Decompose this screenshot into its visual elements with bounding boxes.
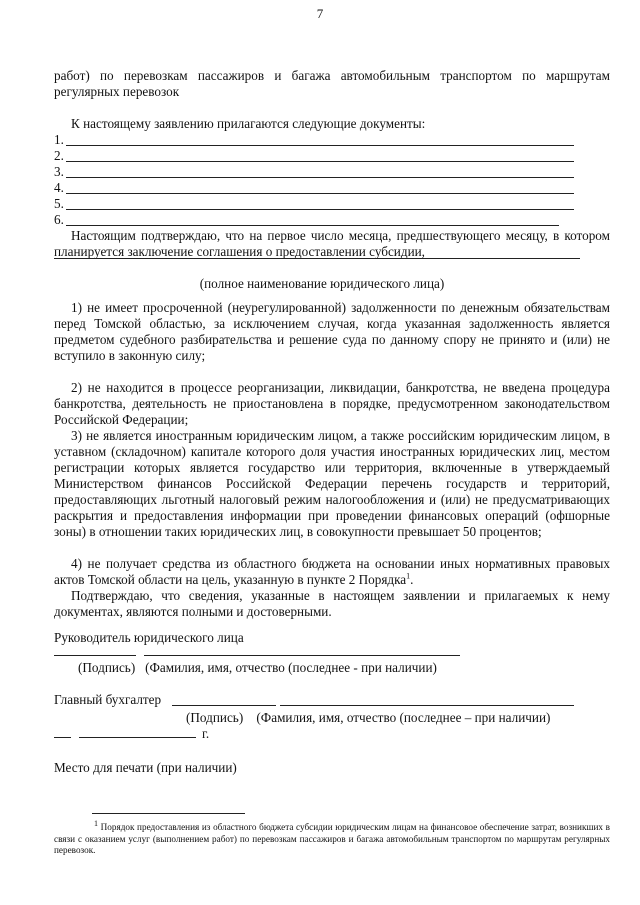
year-suffix: г. — [202, 726, 210, 741]
accountant-label: Главный бухгалтер — [54, 692, 162, 707]
attachment-line-1[interactable] — [54, 132, 574, 148]
head-label: Руководитель юридического лица — [54, 630, 244, 645]
date-day-line[interactable] — [54, 737, 71, 738]
attachments-heading: К настоящему заявлению прилагаются следующие документы: — [71, 116, 426, 131]
final-confirmation: Подтверждаю, что сведения, указанные в настоящем заявлении и прилагаемых к нему документах, являются полными и достоверными. — [54, 588, 610, 619]
date-month-line[interactable] — [79, 737, 196, 738]
footnote-ref[interactable]: 1 — [406, 571, 411, 581]
footnote-text: Порядок предоставления из областного бюджета субсидии юридическим лицам на финансовое обеспечение затрат, возникших в связи с оказанием услуг (выполнением работ) по перевозкам пассажиров и багажа автомобильным транспортом по маршрутам регулярных перевозок. — [54, 822, 610, 855]
confirm-intro: Настоящим подтверждаю, что на первое число месяца, предшествующего месяцу, в котором планируется заключение соглашения о предоставлении субсидии, — [54, 228, 610, 259]
head-fullname-line[interactable] — [144, 655, 460, 656]
attachment-number: 2. — [54, 148, 64, 163]
accountant-signature-line[interactable] — [172, 705, 276, 706]
attachment-line-5[interactable] — [54, 196, 574, 212]
head-caption: (Подпись) (Фамилия, имя, отчество (последнее - при наличии) — [78, 660, 437, 675]
attachment-number: 6. — [54, 212, 64, 227]
entity-name-line[interactable] — [54, 258, 580, 259]
entity-caption-text: (полное наименование юридического лица) — [199, 276, 445, 291]
condition-item-3: 3) не является иностранным юридическим лицом, а также российским юридическим лицом, в уставном (складочном) капитале которого доля участия иностранных юридических лиц, местом регистрации которых является государство или территория, включенные в утверждаемый Министерством финансов Российской Федерации перечень государств и территорий, предоставляющих льготный налоговый режим налогообложения и (или) не предусматривающих раскрытия и предоставления информации при проведении финансовых операций (офшорные зоны) в отношении таких юридических лиц, в совокупности превышает 50 процентов; — [54, 428, 610, 539]
attachment-line-3[interactable] — [54, 164, 574, 180]
attachment-number: 5. — [54, 196, 64, 211]
attachment-number: 1. — [54, 132, 64, 147]
attachment-line-4[interactable] — [54, 180, 574, 196]
attachment-line-2[interactable] — [54, 148, 574, 164]
condition-item-1: 1) не имеет просроченной (неурегулированной) задолженности по денежным обязательствам перед Томской областью, за исключением случая, когда указанная задолженность является предметом судебного разбирательства и решение суда по данному спору не принято и (или) не вступило в законную силу; — [54, 300, 610, 363]
condition-item-4: 4) не получает средства из областного бюджета на основании иных нормативных правовых актов Томской области на цель, указанную в пункте 2 Порядка$^1$. — [54, 556, 610, 587]
footnote-mark: 1 — [94, 818, 98, 828]
entity-caption — [54, 276, 610, 292]
accountant-fullname-line[interactable] — [280, 705, 574, 706]
head-signature-line[interactable] — [54, 655, 136, 656]
footnote — [54, 818, 610, 857]
intro-continuation: работ) по перевозкам пассажиров и багажа автомобильным транспортом по маршрутам регулярных перевозок — [54, 68, 610, 99]
condition-item-4-text: 4) не получает средства из областного бюджета на основании иных нормативных правовых актов Томской области на цель, указанную в пункте 2 Порядка — [54, 556, 610, 587]
condition-item-2: 2) не находится в процессе реорганизации, ликвидации, банкротства, не введена процедура банкротства, деятельность не приостановлена в порядке, предусмотренном законодательством Российской Федерации; — [54, 380, 610, 427]
attachment-number: 4. — [54, 180, 64, 195]
accountant-caption: (Подпись) (Фамилия, имя, отчество (последнее – при наличии) — [186, 710, 551, 725]
page-number: 7 — [316, 6, 324, 21]
attachment-number: 3. — [54, 164, 64, 179]
footnote-separator — [92, 813, 245, 814]
attachment-line-6[interactable] — [54, 212, 559, 228]
seal-label: Место для печати (при наличии) — [54, 760, 237, 775]
